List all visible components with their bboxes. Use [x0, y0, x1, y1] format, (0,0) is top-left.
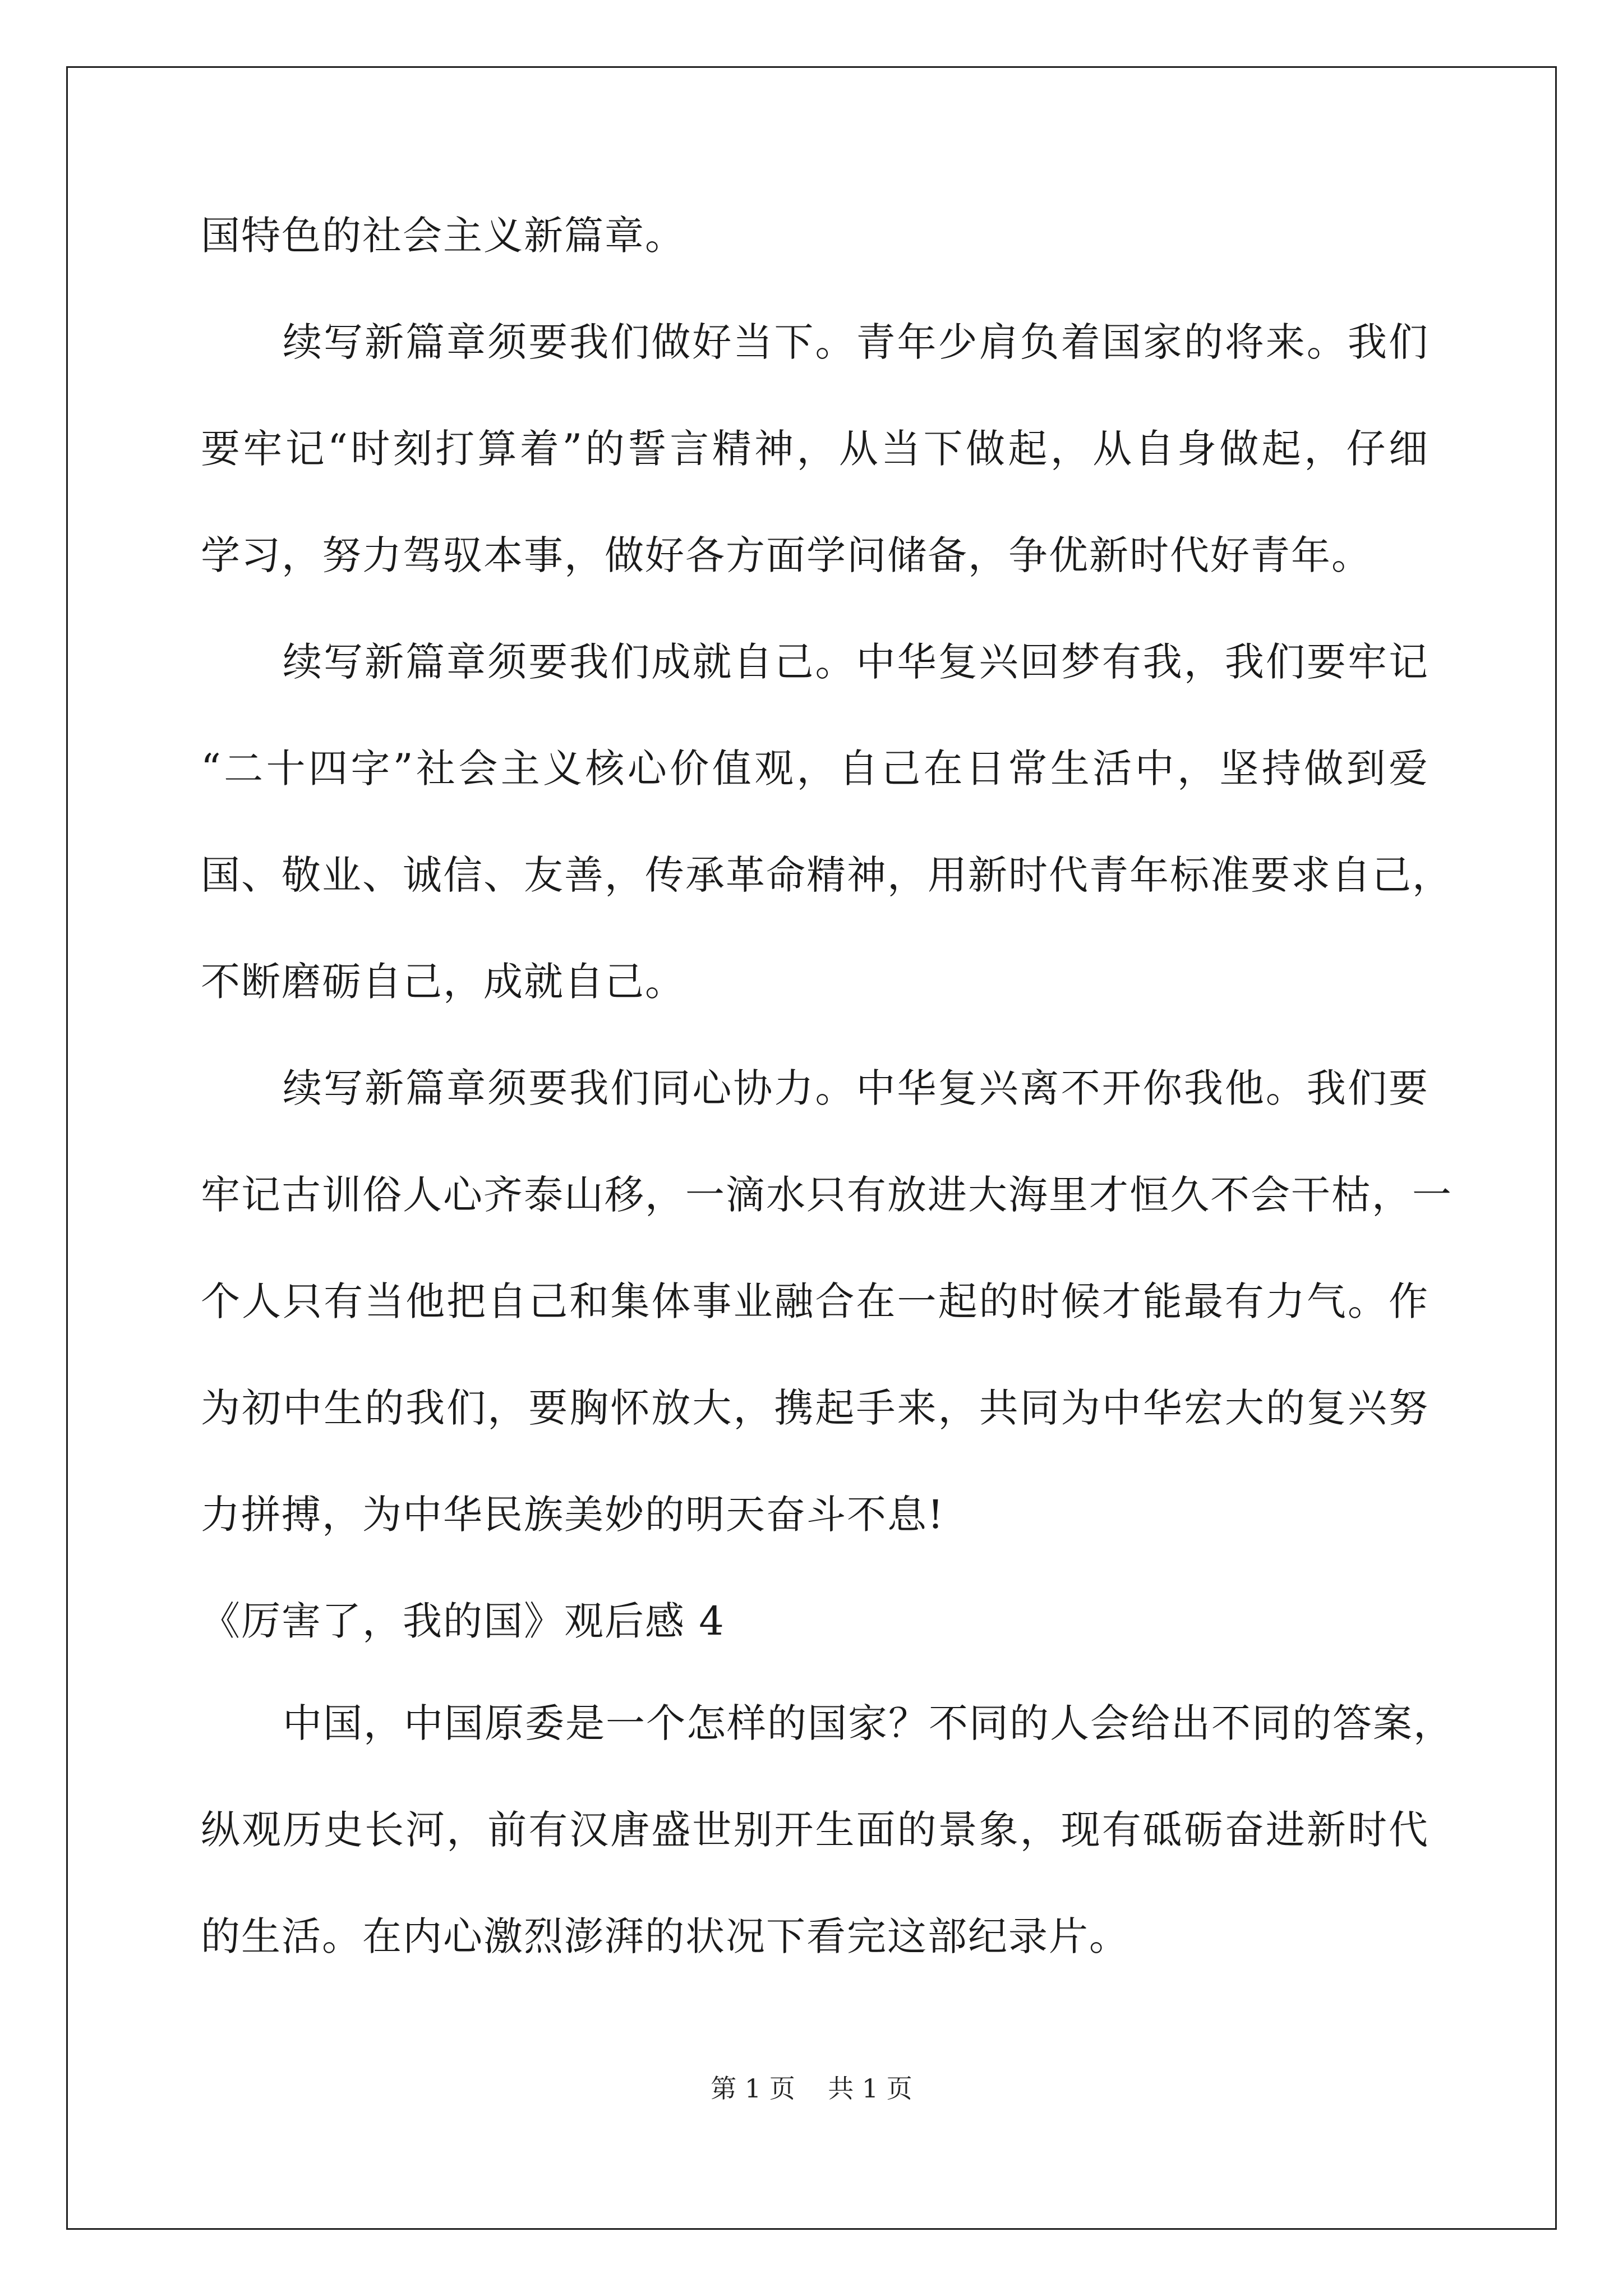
text-line: 力拼搏，为中华民族美妙的明天奋斗不息!	[201, 1492, 945, 1538]
text-line: 要牢记“时刻打算着”的誓言精神，从当下做起，从自身做起，仔细	[201, 426, 1429, 472]
text-line: 不断磨砺自己，成就自己。	[201, 959, 685, 1005]
text-line: 牢记古训俗人心齐泰山移，一滴水只有放进大海里才恒久不会干枯，一	[201, 1172, 1453, 1218]
document-body	[201, 213, 1454, 2023]
text-line: 国、敬业、诚信、友善，传承革命精神，用新时代青年标准要求自己，	[201, 852, 1453, 898]
text-line: 续写新篇章须要我们成就自己。中华复兴回梦有我，我们要牢记	[283, 639, 1429, 685]
text-line: 续写新篇章须要我们同心协力。中华复兴离不开你我他。我们要	[283, 1065, 1429, 1111]
text-line: 国特色的社会主义新篇章。	[201, 213, 685, 259]
section-heading: 《厉害了，我的国》观后感 4	[201, 1598, 725, 1644]
text-line: 学习，努力驾驭本事，做好各方面学问储备，争优新时代好青年。	[201, 532, 1372, 578]
text-line: 中国，中国原委是一个怎样的国家？不同的人会给出不同的答案，	[283, 1700, 1454, 1746]
paragraph-block	[201, 213, 1453, 1602]
paragraph-block	[201, 1700, 1454, 2023]
page-number-footer: 第 1 页 共 1 页	[711, 2073, 912, 2104]
text-line: 的生活。在内心激烈澎湃的状况下看完这部纪录片。	[201, 1913, 1129, 1959]
text-line: 续写新篇章须要我们做好当下。青年少肩负着国家的将来。我们	[283, 319, 1429, 365]
text-line: 为初中生的我们，要胸怀放大，携起手来，共同为中华宏大的复兴努	[201, 1385, 1429, 1431]
text-line: 个人只有当他把自己和集体事业融合在一起的时候才能最有力气。作	[201, 1278, 1429, 1324]
text-line: “二十四字”社会主义核心价值观，自己在日常生活中，坚持做到爱	[201, 746, 1429, 792]
text-line: 纵观历史长河，前有汉唐盛世别开生面的景象，现有砥砺奋进新时代	[201, 1807, 1429, 1853]
